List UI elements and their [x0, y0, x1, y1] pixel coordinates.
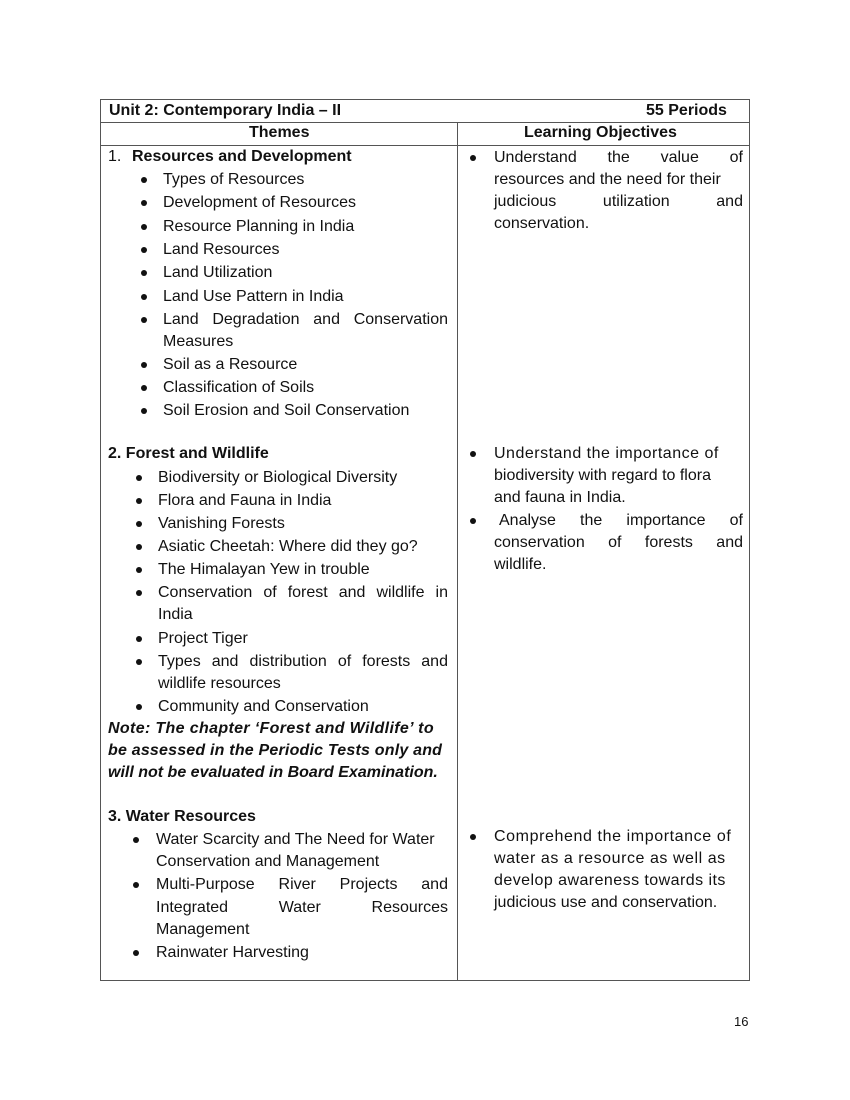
syllabus-table: [100, 99, 750, 981]
word: distribution: [249, 653, 327, 670]
word: Integrated: [156, 899, 229, 916]
word: of: [337, 653, 352, 670]
word: and: [421, 653, 448, 670]
themes-header: Themes: [249, 124, 310, 141]
list-item-continuation: Management: [156, 921, 250, 938]
list-item: [163, 310, 448, 330]
word: and: [211, 653, 239, 670]
list-item: Community and Conservation: [158, 698, 369, 715]
objective-line: biodiversity with regard to flora: [494, 467, 711, 484]
note-line: be assessed in the Periodic Tests only and: [108, 742, 443, 759]
objective-line: Comprehend the importance of: [494, 828, 732, 845]
bullet-icon: [136, 636, 142, 642]
word: in: [435, 584, 448, 601]
word: Understand: [494, 149, 577, 166]
section-title: 2. Forest and Wildlife: [108, 445, 269, 462]
list-item: Land Use Pattern in India: [163, 288, 344, 305]
bullet-icon: [470, 834, 476, 840]
section-title: 3. Water Resources: [108, 808, 256, 825]
word: utilization: [602, 193, 670, 210]
word: and: [421, 876, 448, 893]
bullet-icon: [470, 155, 476, 161]
list-item: Vanishing Forests: [158, 515, 285, 532]
objective-line: judicious use and conservation.: [494, 894, 718, 911]
bullet-icon: [141, 200, 147, 206]
bullet-icon: [141, 408, 147, 414]
objective-line: wildlife.: [494, 556, 547, 573]
list-item: [158, 583, 448, 603]
list-item: [158, 652, 448, 672]
word: wildlife: [376, 584, 425, 601]
word: judicious: [494, 193, 557, 210]
bullet-icon: [141, 177, 147, 183]
word: and: [716, 534, 743, 551]
bullet-icon: [133, 882, 139, 888]
bullet-icon: [136, 521, 142, 527]
objective-line: [499, 511, 743, 531]
objective-line: [494, 148, 743, 168]
bullet-icon: [141, 385, 147, 391]
word: of: [729, 149, 743, 166]
list-item: Development of Resources: [163, 194, 356, 211]
list-item: Classification of Soils: [163, 379, 315, 396]
bullet-icon: [136, 544, 142, 550]
word: of: [729, 512, 743, 529]
list-item-continuation: India: [158, 606, 193, 623]
list-item: Flora and Fauna in India: [158, 492, 332, 509]
list-item-continuation: Measures: [163, 333, 234, 350]
bullet-icon: [470, 451, 476, 457]
word: forests: [644, 534, 693, 551]
word: Multi-Purpose: [156, 876, 255, 893]
list-item: Rainwater Harvesting: [156, 944, 309, 961]
list-item: Soil as a Resource: [163, 356, 298, 373]
objective-line: [494, 192, 743, 212]
objective-line: resources and the need for their: [494, 171, 721, 188]
list-item: Soil Erosion and Soil Conservation: [163, 402, 410, 419]
bullet-icon: [136, 475, 142, 481]
word: and: [313, 311, 340, 328]
bullet-icon: [133, 837, 139, 843]
bullet-icon: [141, 247, 147, 253]
objective-line: develop awareness towards its: [494, 872, 726, 889]
word: Land: [163, 311, 199, 328]
word: forest: [287, 584, 328, 601]
word: importance: [626, 512, 706, 529]
bullet-icon: [141, 224, 147, 230]
objective-line: conservation.: [494, 215, 590, 232]
periods-label: 55 Periods: [646, 102, 727, 119]
word: and: [716, 193, 743, 210]
word: Conservation: [353, 311, 448, 328]
note-line: will not be evaluated in Board Examination.: [108, 764, 438, 781]
word: the: [580, 512, 603, 529]
list-item: The Himalayan Yew in trouble: [158, 561, 370, 578]
bullet-icon: [141, 270, 147, 276]
word: value: [660, 149, 699, 166]
column-divider: [457, 123, 458, 980]
objectives-header: Learning Objectives: [524, 124, 677, 141]
list-item-continuation: [156, 898, 448, 918]
note-line: Note: The chapter ‘Forest and Wildlife’ to: [108, 720, 434, 737]
bullet-icon: [470, 518, 476, 524]
bullet-icon: [136, 498, 142, 504]
word: forests: [362, 653, 411, 670]
objective-line: [494, 533, 743, 553]
bullet-icon: [136, 704, 142, 710]
bullet-icon: [136, 590, 142, 596]
list-item: Types of Resources: [163, 171, 305, 188]
bullet-icon: [141, 362, 147, 368]
word: Water: [278, 899, 321, 916]
bullet-icon: [136, 659, 142, 665]
word: and: [338, 584, 366, 601]
word: the: [607, 149, 630, 166]
word: River: [278, 876, 316, 893]
word: Degradation: [212, 311, 300, 328]
bullet-icon: [141, 294, 147, 300]
objective-line: water as a resource as well as: [494, 850, 726, 867]
bullet-icon: [136, 567, 142, 573]
page-number: 16: [734, 1014, 749, 1029]
objective-line: and fauna in India.: [494, 489, 626, 506]
word: Analyse: [499, 512, 556, 529]
word: conservation: [494, 534, 585, 551]
list-item-continuation: wildlife resources: [158, 675, 281, 692]
list-item: Project Tiger: [158, 630, 248, 647]
word: of: [608, 534, 622, 551]
list-item: [156, 875, 448, 895]
unit-title: Unit 2: Contemporary India – II: [109, 102, 342, 119]
bullet-icon: [141, 317, 147, 323]
section-title: Resources and Development: [132, 148, 352, 165]
list-item: Biodiversity or Biological Diversity: [158, 469, 398, 486]
word: Resources: [371, 899, 448, 916]
word: of: [263, 584, 277, 601]
word: Conservation: [158, 584, 253, 601]
list-item: Water Scarcity and The Need for Water: [156, 831, 435, 848]
list-item: Land Utilization: [163, 264, 273, 281]
objective-line: Understand the importance of: [494, 445, 719, 462]
word: Types: [158, 653, 201, 670]
row-divider: [101, 145, 749, 146]
list-item-continuation: Conservation and Management: [156, 853, 380, 870]
list-item: Land Resources: [163, 241, 280, 258]
bullet-icon: [133, 950, 139, 956]
list-item: Resource Planning in India: [163, 218, 355, 235]
list-item: Asiatic Cheetah: Where did they go?: [158, 538, 418, 555]
word: Projects: [339, 876, 398, 893]
section-number: 1.: [108, 148, 122, 165]
